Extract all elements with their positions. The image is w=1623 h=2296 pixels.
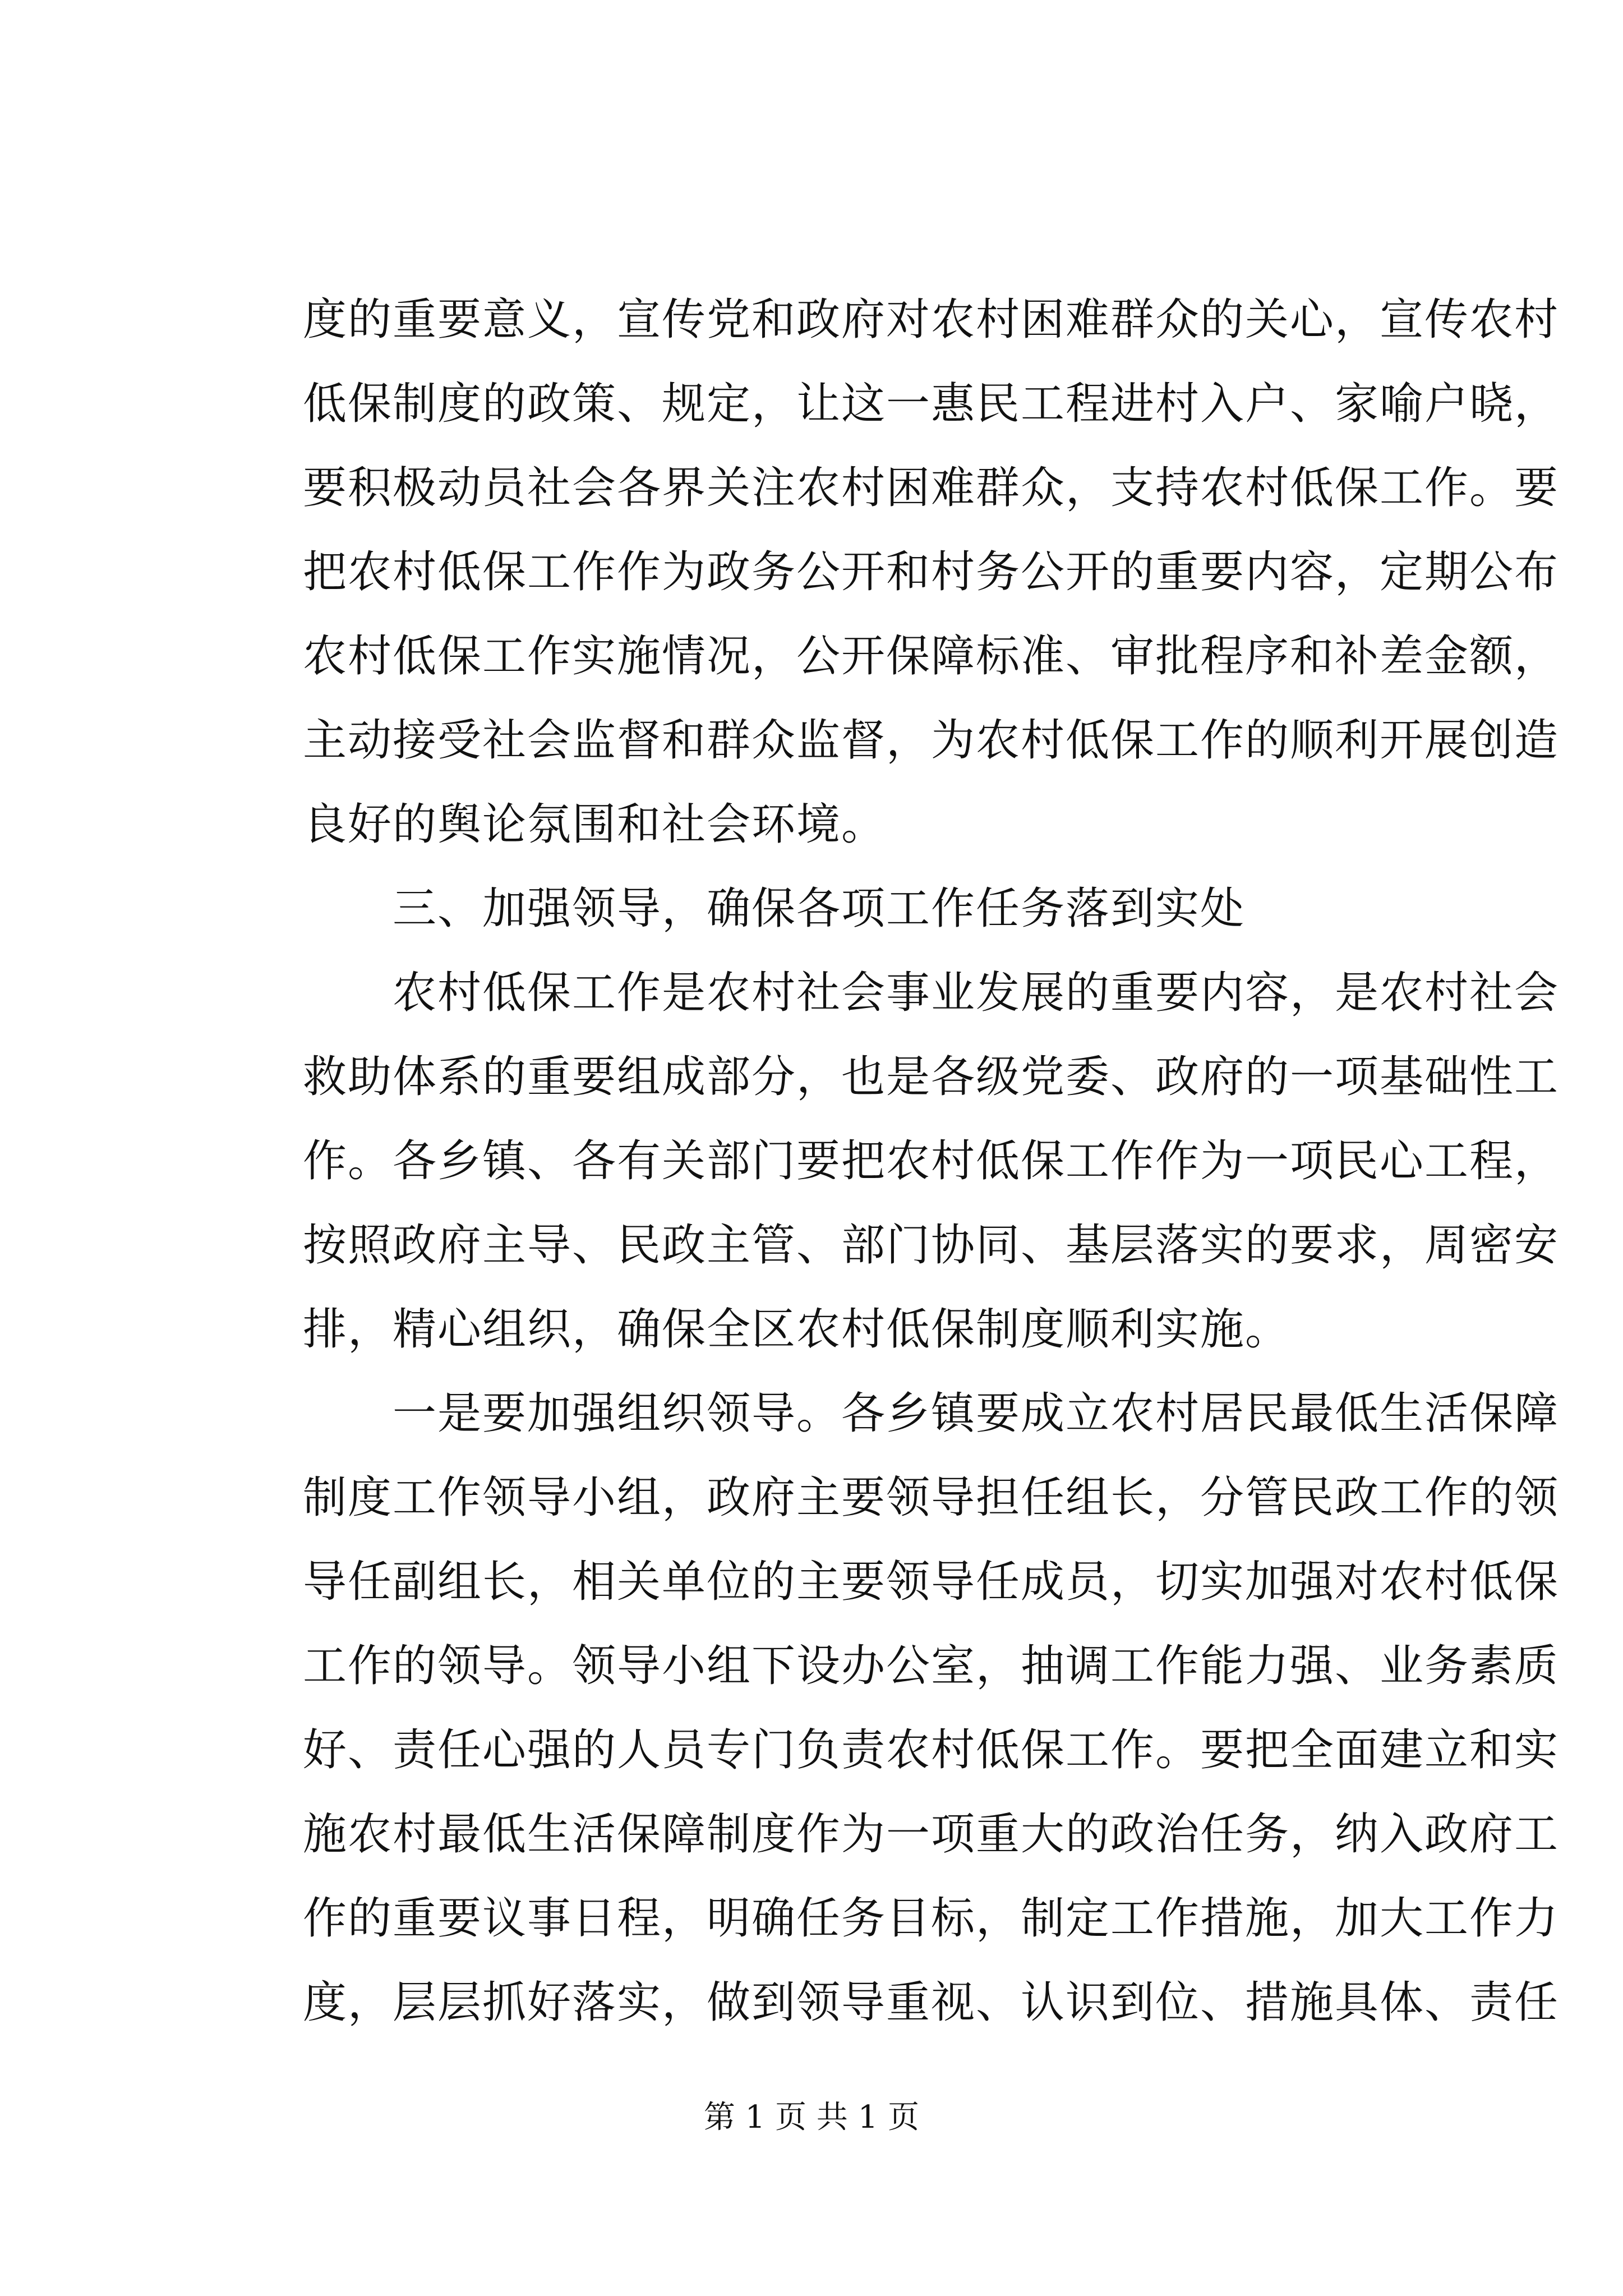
section-heading: 三、加强领导，确保各项工作任务落到实处 [303, 884, 1246, 934]
text-line: 好、责任心强的人员专门负责农村低保工作。要把全面建立和实 [303, 1725, 1560, 1775]
text-line: 度，层层抓好落实，做到领导重视、认识到位、措施具体、责任 [303, 1977, 1560, 2028]
paragraph-start-line: 农村低保工作是农村社会事业发展的重要内容，是农村社会 [303, 968, 1560, 1018]
page-number-footer: 第 1 页 共 1 页 [703, 2099, 920, 2136]
text-line: 导任副组长，相关单位的主要领导任成员，切实加强对农村低保 [303, 1557, 1560, 1607]
text-line: 低保制度的政策、规定，让这一惠民工程进村入户、家喻户晓， [303, 379, 1560, 429]
text-line: 救助体系的重要组成部分，也是各级党委、政府的一项基础性工 [303, 1052, 1560, 1102]
text-line: 工作的领导。领导小组下设办公室，抽调工作能力强、业务素质 [303, 1641, 1560, 1691]
text-line: 排，精心组织，确保全区农村低保制度顺利实施。 [303, 1304, 1290, 1355]
text-line: 作。各乡镇、各有关部门要把农村低保工作作为一项民心工程， [303, 1136, 1560, 1186]
text-line: 主动接受社会监督和群众监督，为农村低保工作的顺利开展创造 [303, 715, 1560, 766]
text-line: 农村低保工作实施情况，公开保障标准、审批程序和补差金额， [303, 631, 1560, 682]
text-line: 作的重要议事日程，明确任务目标，制定工作措施，加大工作力 [303, 1893, 1560, 1944]
text-line: 良好的舆论氛围和社会环境。 [303, 799, 887, 850]
paragraph-start-line: 一是要加强组织领导。各乡镇要成立农村居民最低生活保障 [303, 1388, 1560, 1439]
text-line: 按照政府主导、民政主管、部门协同、基层落实的要求，周密安 [303, 1220, 1560, 1271]
text-line: 制度工作领导小组，政府主要领导担任组长，分管民政工作的领 [303, 1473, 1560, 1523]
text-line: 度的重要意义，宣传党和政府对农村困难群众的关心，宣传农村 [303, 295, 1560, 345]
text-line: 把农村低保工作作为政务公开和村务公开的重要内容，定期公布 [303, 547, 1560, 597]
text-line: 要积极动员社会各界关注农村困难群众，支持农村低保工作。要 [303, 463, 1560, 513]
text-line: 施农村最低生活保障制度作为一项重大的政治任务，纳入政府工 [303, 1809, 1560, 1860]
